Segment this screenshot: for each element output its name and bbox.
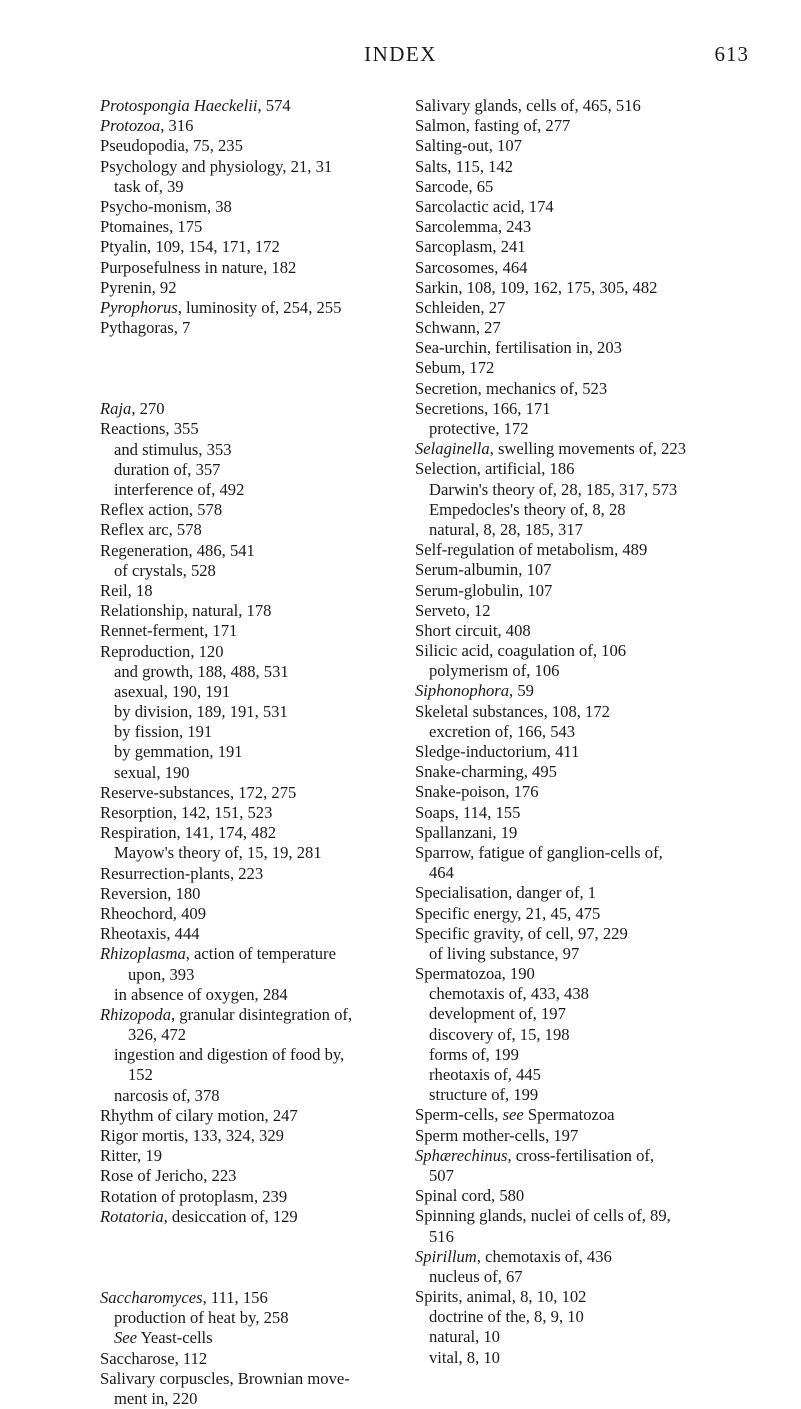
italic-term: Pyrophorus (100, 297, 178, 317)
entry-text: Reflex arc, 578 (100, 520, 202, 540)
italic-term: Protozoa (100, 116, 161, 136)
entry-text: asexual, 190, 191 (114, 681, 231, 701)
index-entry (100, 136, 420, 156)
entry-text: rheotaxis of, 445 (429, 1065, 541, 1084)
index-subentry (100, 1389, 420, 1409)
entry-text: Salivary corpuscles, Brownian move- (100, 1368, 350, 1388)
entry-text: and growth, 188, 488, 531 (114, 661, 289, 681)
index-entry (415, 96, 760, 116)
index-entry (100, 621, 420, 641)
index-entry (100, 1146, 420, 1166)
index-column-left (100, 96, 420, 1409)
entry-text: Skeletal substances, 108, 172 (415, 701, 610, 721)
index-subentry (415, 984, 760, 1004)
index-entry (415, 318, 760, 338)
index-entry (100, 924, 420, 944)
entry-text: , 574 (257, 96, 291, 115)
index-entry (415, 1146, 760, 1166)
entry-text: Spirits, animal, 8, 10, 102 (415, 1287, 587, 1307)
entry-text: Sarcolemma, 243 (415, 217, 532, 237)
index-subentry (415, 1025, 760, 1045)
entry-text: Reversion, 180 (100, 883, 201, 903)
entry-text: 464 (429, 863, 454, 883)
index-entry (100, 258, 420, 278)
entry-text: Resorption, 142, 151, 523 (100, 803, 273, 822)
entry-text: Salivary glands, cells of, 465, 516 (415, 96, 641, 115)
index-entry (415, 964, 760, 984)
index-subentry (100, 702, 420, 722)
entry-text: , 59 (509, 681, 534, 701)
entry-text: , action of temperature (185, 944, 336, 964)
entry-text: protective, 172 (429, 419, 529, 438)
index-subentry (100, 682, 420, 702)
entry-text: Silicic acid, coagulation of, 106 (415, 641, 627, 661)
index-entry (100, 399, 420, 419)
entry-text: Sperm-cells, (415, 1105, 503, 1125)
index-subentry (415, 1227, 760, 1247)
entry-text: Self-regulation of metabolism, 489 (415, 540, 648, 560)
index-subentry (415, 1307, 760, 1327)
entry-text: 152 (128, 1065, 153, 1085)
index-entry (415, 459, 760, 479)
index-subentry (415, 1045, 760, 1065)
section-gap (100, 1227, 420, 1288)
index-entry (100, 116, 420, 136)
index-entry (415, 197, 760, 217)
index-subentry (415, 480, 760, 500)
index-entry (415, 1186, 760, 1206)
entry-text: natural, 8, 28, 185, 317 (429, 519, 583, 539)
index-entry (100, 500, 420, 520)
section-gap (100, 338, 420, 399)
entry-text: in absence of oxygen, 284 (114, 984, 288, 1004)
entry-text: Rhythm of cilary motion, 247 (100, 1105, 298, 1125)
index-entry (415, 762, 760, 782)
index-entry (100, 1207, 420, 1227)
page-header (0, 42, 801, 72)
index-entry (415, 439, 760, 459)
italic-term: Rhizoplasma (100, 944, 186, 964)
italic-term: Saccharomyces (100, 1287, 203, 1307)
index-subentry (415, 419, 760, 439)
index-entry (100, 1005, 420, 1025)
italic-term: Rhizopoda (100, 1004, 171, 1024)
entry-text: narcosis of, 378 (114, 1085, 220, 1105)
index-entry (415, 641, 760, 661)
index-entry (415, 560, 760, 580)
entry-text: Serum-albumin, 107 (415, 560, 552, 580)
entry-text: Spermatozoa (523, 1105, 615, 1125)
entry-text: Spallanzani, 19 (415, 822, 518, 842)
index-entry (100, 864, 420, 884)
index-subentry (415, 500, 760, 520)
entry-text: Ritter, 19 (100, 1146, 163, 1166)
entry-text: , swelling movements of, 223 (489, 439, 686, 459)
index-entry (415, 258, 760, 278)
entry-text: Sperm mother-cells, 197 (415, 1125, 579, 1145)
index-entry (100, 1106, 420, 1126)
italic-term: Raja (100, 399, 132, 419)
entry-text: Reil, 18 (100, 580, 153, 600)
index-entry (415, 338, 760, 358)
index-subentry (100, 843, 420, 863)
entry-text: 516 (429, 1226, 454, 1246)
index-entry (415, 823, 760, 843)
entry-text: Serum-globulin, 107 (415, 580, 553, 600)
italic-term: see (502, 1105, 524, 1125)
italic-term: Siphonophora (415, 681, 510, 701)
index-subentry (100, 763, 420, 783)
entry-text: Rigor mortis, 133, 324, 329 (100, 1126, 284, 1145)
index-entry (100, 601, 420, 621)
entry-text: Specific gravity, of cell, 97, 229 (415, 923, 628, 943)
running-head: INDEX (364, 42, 437, 66)
entry-text: Spinning glands, nuclei of cells of, 89, (415, 1206, 671, 1226)
index-entry (415, 1247, 760, 1267)
index-entry (100, 1369, 420, 1389)
entry-text: by gemmation, 191 (114, 742, 243, 762)
index-entry (415, 1126, 760, 1146)
index-entry (415, 237, 760, 257)
index-entry (100, 541, 420, 561)
entry-text: Darwin's theory of, 28, 185, 317, 573 (429, 479, 678, 499)
index-subentry (100, 1045, 420, 1065)
index-entry (100, 278, 420, 298)
entry-text: , luminosity of, 254, 255 (177, 297, 342, 317)
entry-text: Purposefulness in nature, 182 (100, 257, 297, 277)
index-subentry (100, 460, 420, 480)
entry-text: , desiccation of, 129 (163, 1206, 298, 1226)
entry-text: Sarcosomes, 464 (415, 257, 528, 277)
index-entry (100, 318, 420, 338)
entry-text: Snake-charming, 495 (415, 762, 557, 782)
entry-text: duration of, 357 (114, 459, 221, 479)
index-entry (415, 399, 760, 419)
entry-text: Sebum, 172 (415, 358, 495, 378)
entry-text: Secretions, 166, 171 (415, 398, 551, 418)
index-subentry (100, 1025, 420, 1045)
entry-text: Saccharose, 112 (100, 1348, 208, 1368)
index-entry (100, 1349, 420, 1369)
index-entry (415, 883, 760, 903)
index-entry (415, 136, 760, 156)
entry-text: Ptyalin, 109, 154, 171, 172 (100, 237, 280, 257)
index-entry (100, 1126, 420, 1146)
entry-text: Specific energy, 21, 45, 475 (415, 903, 601, 923)
index-entry (100, 1187, 420, 1207)
index-subentry (100, 742, 420, 762)
entry-text: nucleus of, 67 (429, 1266, 523, 1286)
entry-text: upon, 393 (128, 964, 195, 984)
italic-term: See (114, 1328, 138, 1348)
index-subentry (415, 1085, 760, 1105)
entry-text: chemotaxis of, 433, 438 (429, 984, 589, 1004)
entry-text: Rose of Jericho, 223 (100, 1166, 237, 1186)
index-entry (415, 1287, 760, 1307)
index-entry (100, 1288, 420, 1308)
entry-text: sexual, 190 (114, 762, 190, 782)
entry-text: structure of, 199 (429, 1085, 539, 1105)
entry-text: Rennet-ferment, 171 (100, 621, 238, 641)
index-entry (415, 379, 760, 399)
entry-text: Salmon, fasting of, 277 (415, 116, 571, 136)
entry-text: Sea-urchin, fertilisation in, 203 (415, 338, 622, 358)
index-entry (100, 157, 420, 177)
entry-text: , chemotaxis of, 436 (476, 1246, 612, 1266)
entry-text: , 316 (160, 116, 194, 136)
index-subentry (415, 722, 760, 742)
entry-text: Ptomaines, 175 (100, 217, 203, 237)
entry-text: Short circuit, 408 (415, 620, 531, 640)
entry-text: interference of, 492 (114, 480, 245, 499)
entry-text: Sarkin, 108, 109, 162, 175, 305, 482 (415, 277, 658, 297)
entry-text: Yeast-cells (137, 1328, 213, 1348)
entry-text: Sledge-inductorium, 411 (415, 742, 580, 761)
index-entry (415, 217, 760, 237)
entry-text: Pythagoras, 7 (100, 318, 191, 338)
entry-text: vital, 8, 10 (429, 1347, 500, 1367)
index-entry (415, 601, 760, 621)
index-subentry (415, 944, 760, 964)
entry-text: Sarcode, 65 (415, 176, 494, 196)
entry-text: of crystals, 528 (114, 560, 216, 580)
index-subentry (100, 1308, 420, 1328)
entry-text: task of, 39 (114, 176, 184, 196)
index-entry (415, 116, 760, 136)
entry-text: Sarcoplasm, 241 (415, 237, 526, 257)
index-entry (100, 904, 420, 924)
entry-text: ingestion and digestion of food by, (114, 1045, 345, 1065)
index-subentry (100, 561, 420, 581)
index-entry (100, 803, 420, 823)
entry-text: Salts, 115, 142 (415, 156, 514, 176)
index-subentry (415, 1166, 760, 1186)
entry-text: ment in, 220 (114, 1388, 198, 1408)
italic-term: Rotatoria (100, 1206, 164, 1226)
entry-text: Psychology and physiology, 21, 31 (100, 156, 333, 176)
entry-text: doctrine of the, 8, 9, 10 (429, 1307, 584, 1327)
index-entry (100, 237, 420, 257)
index-subentry (100, 1328, 420, 1348)
entry-text: Sparrow, fatigue of ganglion-cells of, (415, 842, 663, 862)
index-entry (415, 843, 760, 863)
index-entry (415, 298, 760, 318)
index-column-right (415, 96, 760, 1368)
index-entry (415, 157, 760, 177)
entry-text: Regeneration, 486, 541 (100, 540, 255, 560)
entry-text: Soaps, 114, 155 (415, 802, 521, 822)
index-entry (415, 177, 760, 197)
entry-text: by fission, 191 (114, 722, 213, 742)
index-entry (415, 803, 760, 823)
entry-text: , 270 (131, 399, 165, 419)
entry-text: forms of, 199 (429, 1044, 519, 1064)
index-entry (415, 621, 760, 641)
index-subentry (415, 1004, 760, 1024)
entry-text: Psycho-monism, 38 (100, 196, 232, 216)
entry-text: Relationship, natural, 178 (100, 601, 272, 621)
index-entry (100, 884, 420, 904)
index-subentry (415, 1327, 760, 1347)
entry-text: Rheotaxis, 444 (100, 924, 200, 944)
entry-text: Resurrection-plants, 223 (100, 863, 264, 883)
index-entry (415, 581, 760, 601)
index-subentry (415, 520, 760, 540)
index-entry (415, 904, 760, 924)
entry-text: Schwann, 27 (415, 318, 501, 338)
index-entry (415, 1206, 760, 1226)
entry-text: discovery of, 15, 198 (429, 1024, 570, 1044)
entry-text: Specialisation, danger of, 1 (415, 883, 597, 903)
entry-text: production of heat by, 258 (114, 1308, 289, 1328)
entry-text: Pseudopodia, 75, 235 (100, 136, 243, 156)
index-subentry (415, 661, 760, 681)
index-entry (100, 298, 420, 318)
italic-term: Sphærechinus (415, 1145, 508, 1165)
entry-text: , granular disintegration of, (171, 1004, 353, 1024)
index-entry (100, 197, 420, 217)
entry-text: of living substance, 97 (429, 943, 580, 963)
index-entry (415, 782, 760, 802)
index-subentry (415, 1267, 760, 1287)
entry-text: , cross-fertilisation of, (507, 1145, 655, 1165)
entry-text: excretion of, 166, 543 (429, 721, 576, 741)
index-entry (100, 642, 420, 662)
entry-text: 326, 472 (128, 1025, 187, 1045)
index-subentry (100, 440, 420, 460)
entry-text: and stimulus, 353 (114, 439, 232, 459)
entry-text: polymerism of, 106 (429, 661, 560, 681)
entry-text: Rotation of protoplasm, 239 (100, 1186, 288, 1206)
index-subentry (100, 662, 420, 682)
italic-term: Selaginella (415, 439, 490, 459)
index-subentry (100, 1086, 420, 1106)
entry-text: development of, 197 (429, 1004, 566, 1024)
index-entry (415, 681, 760, 701)
index-entry (100, 581, 420, 601)
index-subentry (100, 480, 420, 500)
entry-text: Reflex action, 578 (100, 500, 223, 520)
index-entry (100, 419, 420, 439)
entry-text: Snake-poison, 176 (415, 782, 539, 802)
index-entry (415, 540, 760, 560)
index-subentry (415, 1348, 760, 1368)
italic-term: Protospongia Haeckelii (100, 96, 258, 115)
index-subentry (415, 863, 760, 883)
entry-text: Mayow's theory of, 15, 19, 281 (114, 843, 322, 863)
index-subentry (100, 985, 420, 1005)
entry-text: Secretion, mechanics of, 523 (415, 378, 608, 398)
index-entry (100, 1166, 420, 1186)
entry-text: Serveto, 12 (415, 600, 491, 620)
index-subentry (415, 1065, 760, 1085)
index-entry (100, 96, 420, 116)
page-number: 613 (714, 42, 749, 66)
entry-text: by division, 189, 191, 531 (114, 702, 288, 722)
index-entry (100, 520, 420, 540)
entry-text: natural, 10 (429, 1327, 500, 1347)
entry-text: , 111, 156 (202, 1287, 268, 1307)
entry-text: Reactions, 355 (100, 419, 199, 439)
index-entry (415, 924, 760, 944)
index-entry (100, 944, 420, 964)
index-entry (415, 1105, 760, 1125)
entry-text: Respiration, 141, 174, 482 (100, 823, 277, 843)
entry-text: Spermatozoa, 190 (415, 964, 535, 984)
index-subentry (100, 1065, 420, 1085)
index-entry (415, 358, 760, 378)
entry-text: Selection, artificial, 186 (415, 459, 575, 479)
entry-text: Pyrenin, 92 (100, 277, 177, 297)
index-entry (415, 742, 760, 762)
entry-text: Reserve-substances, 172, 275 (100, 782, 297, 802)
index-entry (415, 702, 760, 722)
entry-text: Sarcolactic acid, 174 (415, 196, 554, 216)
index-entry (100, 783, 420, 803)
italic-term: Spirillum (415, 1246, 477, 1266)
index-subentry (100, 965, 420, 985)
entry-text: Reproduction, 120 (100, 641, 224, 661)
entry-text: Rheochord, 409 (100, 903, 206, 923)
index-subentry (100, 722, 420, 742)
index-entry (100, 823, 420, 843)
entry-text: Salting-out, 107 (415, 136, 522, 156)
index-entry (100, 217, 420, 237)
entry-text: Spinal cord, 580 (415, 1186, 525, 1206)
index-entry (415, 278, 760, 298)
entry-text: 507 (429, 1165, 454, 1185)
entry-text: Empedocles's theory of, 8, 28 (429, 499, 626, 519)
index-subentry (100, 177, 420, 197)
entry-text: Schleiden, 27 (415, 297, 506, 317)
